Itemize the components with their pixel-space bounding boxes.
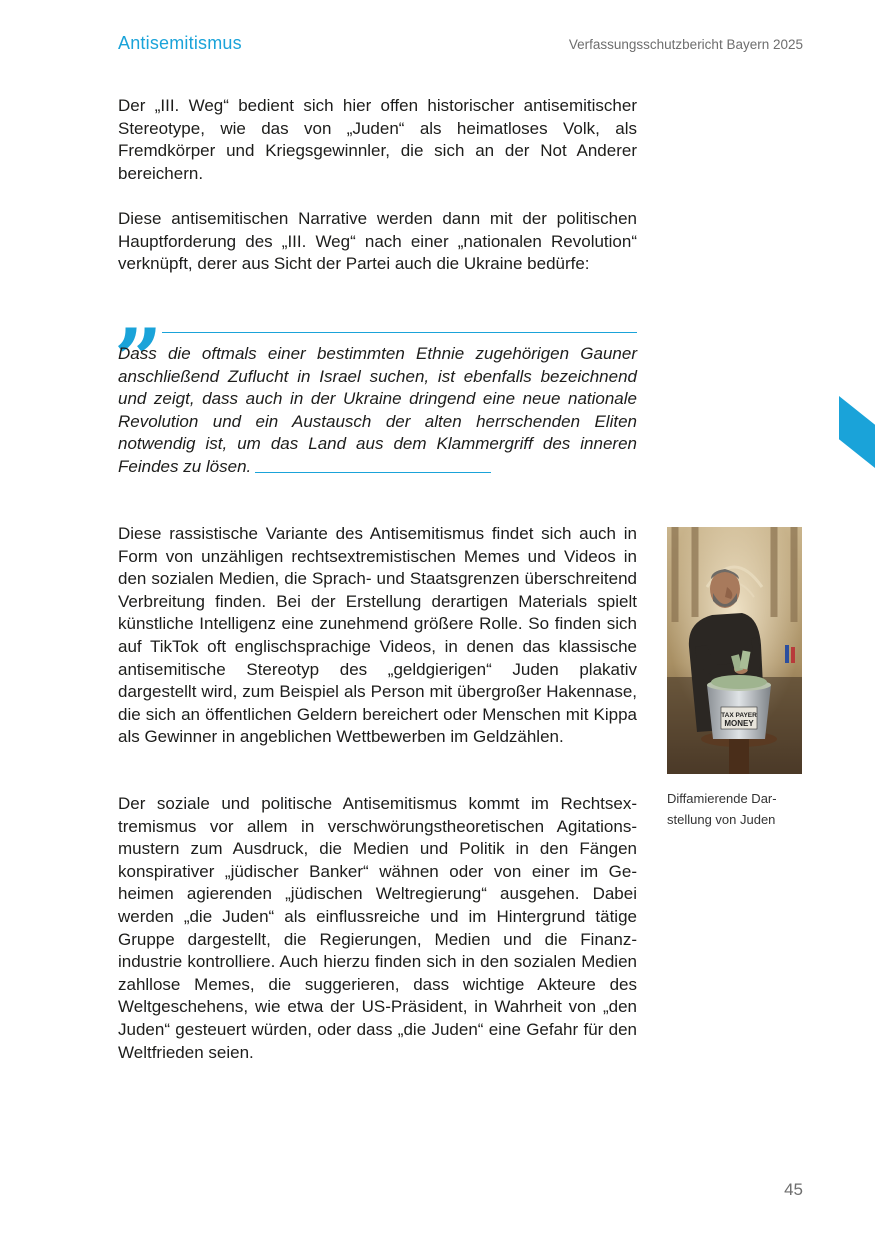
body-paragraph-3 — [118, 523, 637, 749]
paragraph-text: Diese rassistische Variante des Antisemitismus findet sich auch in Form von unzähligen rechtsextremistischen Memes und Videos in den sozialen Medien, die Sprach- und Staatsgrenzen überschreitend Verbreitung finden. Bei der Erstellung derartigen Materials spielt künstliche Intelligenz eine zunehmend größere Rolle. So finden sich auf TikTok oft englischsprachige Videos, in denen das klassische antisemitische Stereotyp des „geldgierigen“ Juden plakativ dargestellt wird, zum Beispiel als Person mit übergroßer Hakennase, die sich an öffentlichen Geldern bereichert oder Menschen mit Kippa als Gewinner in angeblichen Wettbewerben im Geldzählen. — [118, 524, 637, 747]
paragraph-text: Diese antisemitischen Narrative werden dann mit der politischen Hauptforderung des „III. Weg“ nach einer „nationalen Revolution“ verknüpft, derer aus Sicht der Partei auch die Ukraine bedürfe: — [118, 209, 637, 274]
quote-end-rule — [255, 472, 491, 473]
body-paragraph-1 — [118, 95, 637, 185]
body-paragraph-2 — [118, 208, 637, 276]
quote-content: Dass die oftmals einer bestimmten Ethnie zugehörigen Gauner anschließend Zuflucht in Israel suchen, ist ebenfalls bezeichnend und zeigt, dass auch in der Ukraine dringend eine neue nationale Revolution und ein Austausch der alten herrschenden Eliten notwendig ist, um das Land aus dem Klammergriff des inneren Feindes zu lösen. — [118, 344, 637, 476]
photo-illustration — [667, 527, 802, 774]
document-title: Verfassungsschutzbericht Bayern 2025 — [568, 37, 803, 52]
bucket-label-bottom: MONEY — [724, 719, 754, 728]
bucket-label-top: TAX PAYER — [721, 712, 757, 719]
quote-mark-icon: ” — [114, 310, 163, 409]
paragraph-text: Der soziale und politische Antisemitismus kommt im Rechtsextremismus vor allem in verschwörungstheoretischen Agitationsmustern zum Ausdruck, die Medien und Politik in den Fängen konspirativer „jüdischer Banker“ wähnen oder von einer im Geheimen agierenden „jüdischen Weltregierung“ ausgehen. Dabei werden „die Juden“ als einflussreiche und im Hintergrund tätige Gruppe dargestellt, die Regierungen, Medien und die Finanzindustrie kontrolliere. Auch hierzu finden sich in den sozialen Medien zahllose Memes, die suggerieren, dass wichtige Akteure des Weltgeschehens, wie etwa der US-Präsident, in Wahrheit von „den Juden“ gesteuert würden, oder dass „die Juden“ eine Gefahr für den Weltfrieden seien. — [118, 794, 637, 1062]
section-title: Antisemitismus — [118, 33, 242, 53]
quote-top-rule — [162, 332, 637, 333]
figure-image — [667, 527, 802, 774]
paragraph-text: Der „III. Weg“ bedient sich hier offen historischer antisemitischer Stereotype, wie das von „Juden“ als heimatloses Volk, als Fremdkörper und Kriegsgewinnler, die sich an der Not Anderer bereichern. — [118, 96, 637, 183]
figure-caption: Diffamierende Darstellung von Juden — [667, 791, 777, 827]
page-number: 45 — [784, 1180, 803, 1199]
quote-text — [118, 343, 637, 479]
body-paragraph-4 — [118, 793, 637, 1064]
chapter-tab-marker — [839, 396, 875, 468]
